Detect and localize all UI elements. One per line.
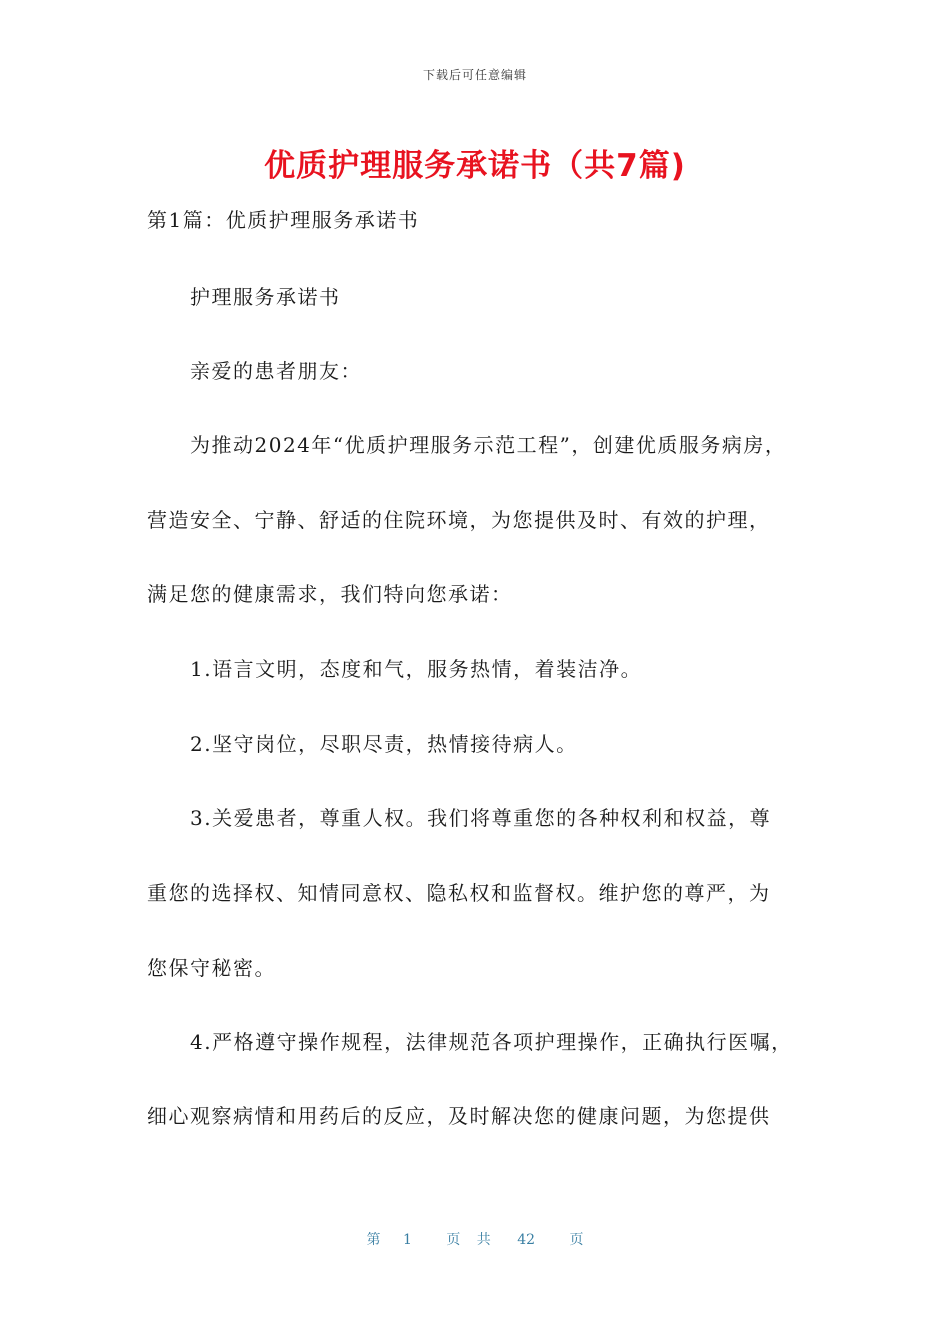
footer-suffix: 页 — [569, 1232, 584, 1248]
footer-page-number: 1 — [402, 1232, 412, 1248]
footer-total-label: 共 — [476, 1232, 491, 1248]
paragraph-line: 满足您的健康需求，我们特向您承诺： — [147, 582, 513, 606]
list-item: 4.严格遵守操作规程，法律规范各项护理操作，正确执行医嘱， — [190, 1030, 793, 1054]
salutation: 亲爱的患者朋友： — [190, 359, 362, 383]
list-item: 1.语言文明，态度和气，服务热情，着装洁净。 — [190, 657, 643, 681]
footer-page-label: 页 — [446, 1232, 461, 1248]
footer-total-pages: 42 — [517, 1232, 536, 1248]
page-footer — [0, 1229, 950, 1249]
list-item: 3.关爱患者，尊重人权。我们将尊重您的各种权利和权益，尊 — [190, 806, 772, 830]
section-heading: 护理服务承诺书 — [190, 285, 341, 309]
document-title: 优质护理服务承诺书（共7篇) — [264, 148, 686, 184]
paragraph-line: 您保守秘密。 — [147, 956, 276, 980]
paragraph-line: 为推动2024年“优质护理服务示范工程”，创建优质服务病房， — [190, 433, 787, 457]
header-note: 下载后可任意编辑 — [422, 68, 527, 82]
paragraph-line: 重您的选择权、知情同意权、隐私权和监督权。维护您的尊严，为 — [147, 881, 771, 905]
chapter-heading: 第1篇：优质护理服务承诺书 — [147, 208, 420, 232]
paragraph-line: 细心观察病情和用药后的反应，及时解决您的健康问题，为您提供 — [147, 1104, 771, 1128]
footer-prefix: 第 — [366, 1232, 381, 1248]
paragraph-line: 营造安全、宁静、舒适的住院环境，为您提供及时、有效的护理， — [147, 508, 771, 532]
list-item: 2.坚守岗位，尽职尽责，热情接待病人。 — [190, 732, 578, 756]
